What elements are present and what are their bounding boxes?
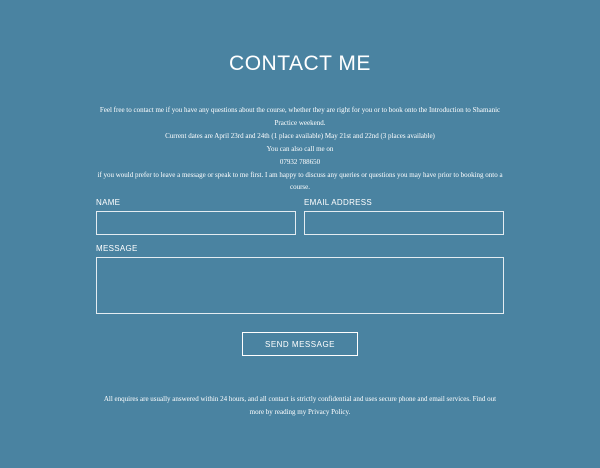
name-input[interactable] [96, 211, 296, 235]
call-me-text: You can also call me on [266, 144, 334, 153]
page-title: CONTACT ME [229, 52, 371, 75]
email-input[interactable] [304, 211, 504, 235]
phone-number: 07932 788650 [279, 157, 321, 166]
send-message-button[interactable]: SEND MESSAGE [242, 332, 358, 356]
name-label: NAME [96, 198, 121, 207]
email-label: EMAIL ADDRESS [304, 198, 373, 207]
course-dates: Current dates are April 23rd and 24th (1 place available) May 21st and 22nd (3 places available) [165, 131, 435, 140]
message-textarea[interactable] [96, 257, 504, 314]
message-label: MESSAGE [96, 244, 138, 253]
privacy-note-text: All enquires are usually answered within 24 hours, and all contact is strictly confidential and uses secure phone and email services. Find out more by reading my Privacy Policy. [103, 395, 497, 416]
intro-paragraph: Feel free to contact me if you have any questions about the course, whether they are right for you or to book onto the Introduction to Shamanic Practice weekend. [99, 106, 501, 127]
intro-text [92, 104, 508, 194]
footer-note [96, 393, 504, 419]
leave-message-text: if you would prefer to leave a message or speak to me first. I am happy to discuss any queries or questions you may have prior to booking onto a course. [97, 170, 503, 192]
